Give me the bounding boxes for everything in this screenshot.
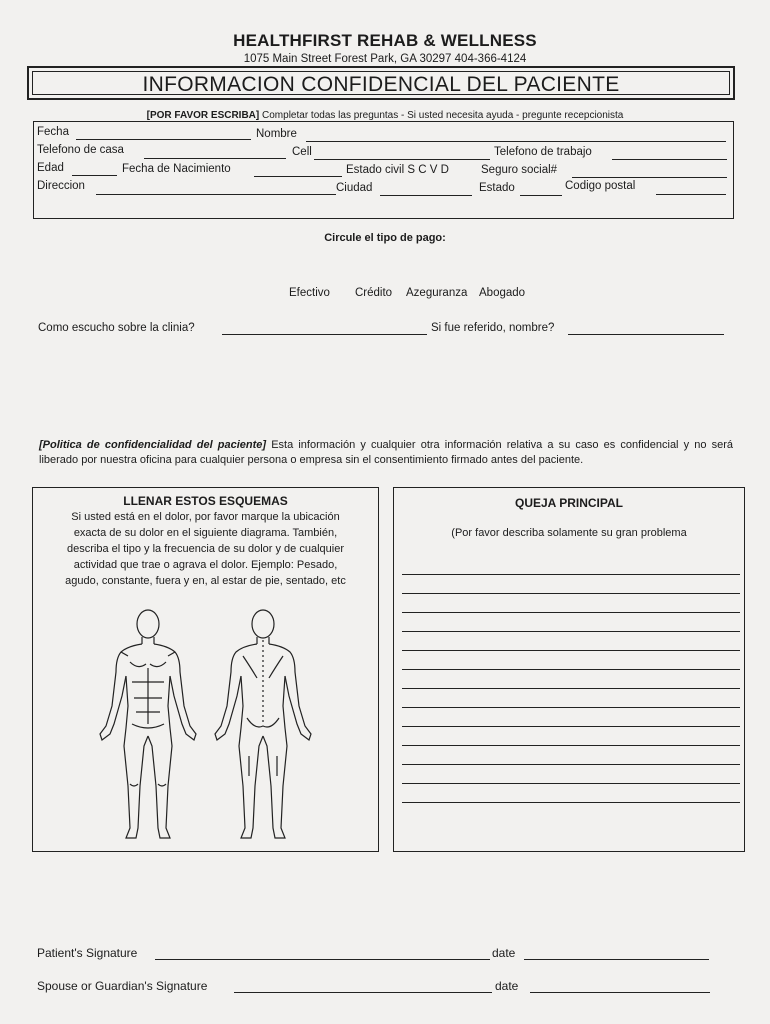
ciudad-field[interactable] <box>380 195 472 196</box>
payment-option-azeguranza[interactable]: Azeguranza <box>406 287 468 299</box>
seguro-social-label: Seguro social# <box>481 164 558 176</box>
pain-diagram-line: describa el tipo y la frecuencia de su dolor y de cualquier <box>67 543 344 555</box>
patient-date-field[interactable] <box>524 959 709 960</box>
pain-diagram-instructions <box>35 509 376 589</box>
ciudad-label: Ciudad <box>336 182 373 194</box>
complaint-writing-line[interactable] <box>402 688 740 689</box>
body-back-diagram[interactable] <box>203 606 323 846</box>
guardian-date-field[interactable] <box>530 992 710 993</box>
patient-signature-label: Patient's Signature <box>37 946 138 960</box>
complaint-writing-line[interactable] <box>402 593 740 594</box>
patient-signature-field[interactable] <box>155 959 490 960</box>
privacy-policy-title: [Politica de confidencialidad del paciente] <box>39 439 267 451</box>
complaint-writing-line[interactable] <box>402 669 740 670</box>
telefono-casa-field[interactable] <box>144 158 286 159</box>
chief-complaint-title: QUEJA PRINCIPAL <box>514 496 623 510</box>
edad-label: Edad <box>37 162 64 174</box>
clinic-address: 1075 Main Street Forest Park, GA 30297 404-366-4124 <box>243 53 527 65</box>
instructions-bold: [POR FAVOR ESCRIBA] <box>146 110 260 121</box>
estado-civil-label[interactable]: Estado civil S C V D <box>346 164 449 176</box>
complaint-writing-line[interactable] <box>402 783 740 784</box>
complaint-writing-line[interactable] <box>402 631 740 632</box>
complaint-writing-line[interactable] <box>402 802 740 803</box>
pain-diagram-line: Si usted está en el dolor, por favor marque la ubicación <box>71 511 340 523</box>
seguro-social-field[interactable] <box>572 177 727 178</box>
how-heard-field[interactable] <box>222 334 427 335</box>
referred-name-label: Si fue referido, nombre? <box>431 322 555 334</box>
body-front-diagram[interactable] <box>88 606 208 846</box>
complaint-writing-line[interactable] <box>402 745 740 746</box>
nombre-label: Nombre <box>256 128 297 140</box>
estado-label: Estado <box>479 182 515 194</box>
estado-field[interactable] <box>520 195 562 196</box>
instructions-text: Completar todas las preguntas - Si usted necesita ayuda - pregunte recepcionista <box>259 110 624 121</box>
pain-diagram-title: LLENAR ESTOS ESQUEMAS <box>123 494 288 508</box>
pain-diagram-line: agudo, constante, fuera y en, al estar de pie, sentado, etc <box>65 575 346 587</box>
pain-diagram-line: actividad que trae o agrava el dolor. Ejemplo: Pesado, <box>73 559 338 571</box>
guardian-date-label: date <box>495 979 519 993</box>
privacy-policy <box>39 438 733 468</box>
cell-field[interactable] <box>314 159 490 160</box>
guardian-signature-label: Spouse or Guardian's Signature <box>37 979 208 993</box>
complaint-writing-line[interactable] <box>402 612 740 613</box>
edad-field[interactable] <box>72 175 117 176</box>
direccion-label: Direccion <box>37 180 85 192</box>
fecha-nacimiento-field[interactable] <box>254 176 342 177</box>
complaint-writing-line[interactable] <box>402 764 740 765</box>
patient-info-box <box>33 121 734 219</box>
codigo-postal-label: Codigo postal <box>565 180 636 192</box>
guardian-signature-field[interactable] <box>234 992 492 993</box>
complaint-writing-line[interactable] <box>402 707 740 708</box>
complaint-writing-line[interactable] <box>402 650 740 651</box>
form-title-banner <box>27 66 735 100</box>
clinic-name: HEALTHFIRST REHAB & WELLNESS <box>233 31 537 50</box>
instructions <box>0 110 770 121</box>
payment-option-efectivo[interactable]: Efectivo <box>289 287 330 299</box>
fecha-field[interactable] <box>76 139 251 140</box>
fecha-label: Fecha <box>37 126 69 138</box>
payment-option-abogado[interactable]: Abogado <box>479 287 526 299</box>
pain-diagram-line: exacta de su dolor en el siguiente diagrama. También, <box>73 527 338 539</box>
pain-diagram-panel <box>32 487 379 852</box>
how-heard-label: Como escucho sobre la clinia? <box>38 322 195 334</box>
telefono-trabajo-field[interactable] <box>612 159 727 160</box>
patient-date-label: date <box>492 946 516 960</box>
telefono-trabajo-label: Telefono de trabajo <box>494 146 592 158</box>
chief-complaint-panel <box>393 487 745 852</box>
privacy-policy-text: Esta información y cualquier otra información relativa a su caso es confidencial y no será liberado por nuestra oficina para cualquier persona o empresa sin el consentimiento firmado antes del paciente. <box>39 439 733 466</box>
direccion-field[interactable] <box>96 194 336 195</box>
referred-name-field[interactable] <box>568 334 724 335</box>
payment-title: Circule el tipo de pago: <box>324 232 446 244</box>
nombre-field[interactable] <box>306 141 726 142</box>
telefono-casa-label: Telefono de casa <box>37 144 124 156</box>
complaint-writing-line[interactable] <box>402 574 740 575</box>
fecha-nacimiento-label: Fecha de Nacimiento <box>122 163 231 175</box>
codigo-postal-field[interactable] <box>656 194 726 195</box>
complaint-writing-line[interactable] <box>402 726 740 727</box>
chief-complaint-subtitle: (Por favor describa solamente su gran problema <box>451 527 687 539</box>
form-title: INFORMACION CONFIDENCIAL DEL PACIENTE <box>142 73 620 96</box>
cell-label: Cell <box>292 146 312 158</box>
payment-option-credito[interactable]: Crédito <box>355 287 393 299</box>
